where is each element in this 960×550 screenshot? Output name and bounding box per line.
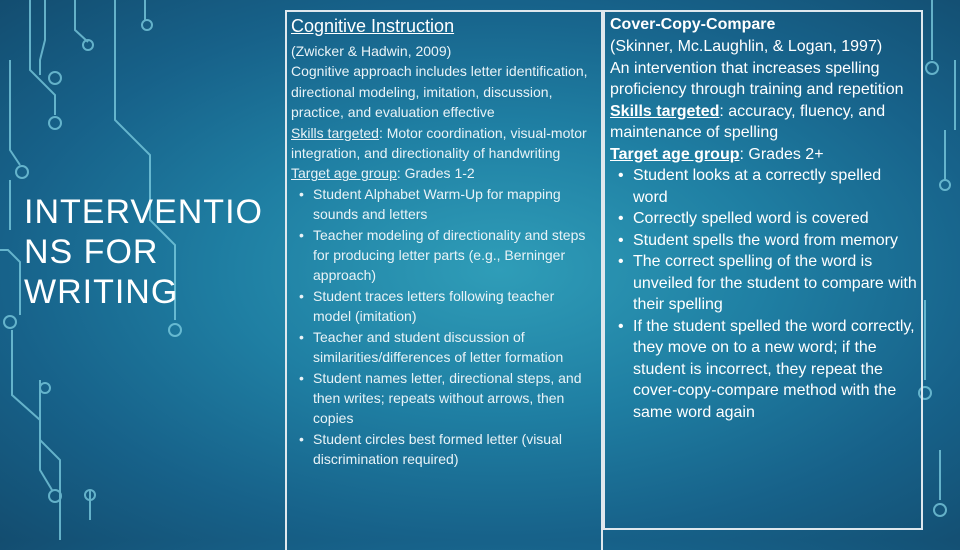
slide-title-line-3: WRITING — [24, 273, 179, 311]
right-column-heading: Cover-Copy-Compare — [610, 16, 776, 33]
slide-title — [24, 192, 274, 312]
left-bullet-item: • Student names letter, directional steps, and then writes; repeats without arrows, then copies — [291, 368, 596, 429]
cover-copy-compare-column — [610, 14, 920, 423]
left-age-label: Target age group — [291, 165, 397, 182]
right-bullet-item: • Correctly spelled word is covered — [610, 208, 920, 230]
slide-title-line-2: NS FOR — [24, 233, 159, 271]
left-description: Cognitive approach includes letter identification, directional modeling, imitation, discussion, practice, and evaluation effective — [291, 63, 588, 121]
left-skills-text: : Motor coordination, visual-motor integration, and directionality of handwriting — [291, 124, 587, 162]
left-bullet-item: • Student traces letters following teacher model (imitation) — [291, 286, 596, 327]
right-bullet-item: • Student looks at a correctly spelled word — [610, 165, 920, 208]
cognitive-instruction-column — [291, 14, 596, 470]
right-bullet-item: • Student spells the word from memory — [610, 230, 920, 252]
left-column-heading: Cognitive Instruction — [291, 16, 455, 36]
right-skills-label: Skills targeted — [610, 102, 720, 120]
slide-title-line-1: INTERVENTIO — [24, 193, 263, 231]
left-skills — [291, 123, 596, 164]
left-bullet-item: • Student Alphabet Warm-Up for mapping sounds and letters — [291, 184, 596, 225]
right-bullet-item: • If the student spelled the word correctly, they move on to a new word; if the student is incorrect, they repeat the cover-copy-compare method with the same word again — [610, 316, 920, 424]
right-skills-text: : accuracy, fluency, and maintenance of spelling — [610, 102, 886, 141]
left-age-group — [291, 163, 596, 183]
right-citation: (Skinner, Mc.Laughlin, & Logan, 1997) — [610, 38, 883, 55]
right-skills — [610, 101, 920, 144]
right-age-label: Target age group — [610, 145, 740, 163]
left-age-text: : Grades 1-2 — [396, 165, 475, 182]
right-age-group — [610, 144, 920, 166]
right-bullet-item: • The correct spelling of the word is unveiled for the student to compare with their spelling — [610, 251, 920, 316]
left-bullet-list — [291, 184, 596, 470]
left-bullet-item: • Student circles best formed letter (visual discrimination required) — [291, 429, 596, 470]
left-bullet-item: • Teacher and student discussion of similarities/differences of letter formation — [291, 327, 596, 368]
right-description: An intervention that increases spelling proficiency through training and repetition — [610, 59, 904, 98]
right-bullet-list — [610, 165, 920, 423]
left-skills-label: Skills targeted — [291, 124, 379, 141]
left-bullet-item: • Teacher modeling of directionality and steps for producing letter parts (e.g., Berninger approach) — [291, 225, 596, 286]
right-age-text: : Grades 2+ — [739, 145, 824, 163]
left-citation: (Zwicker & Hadwin, 2009) — [291, 43, 452, 59]
